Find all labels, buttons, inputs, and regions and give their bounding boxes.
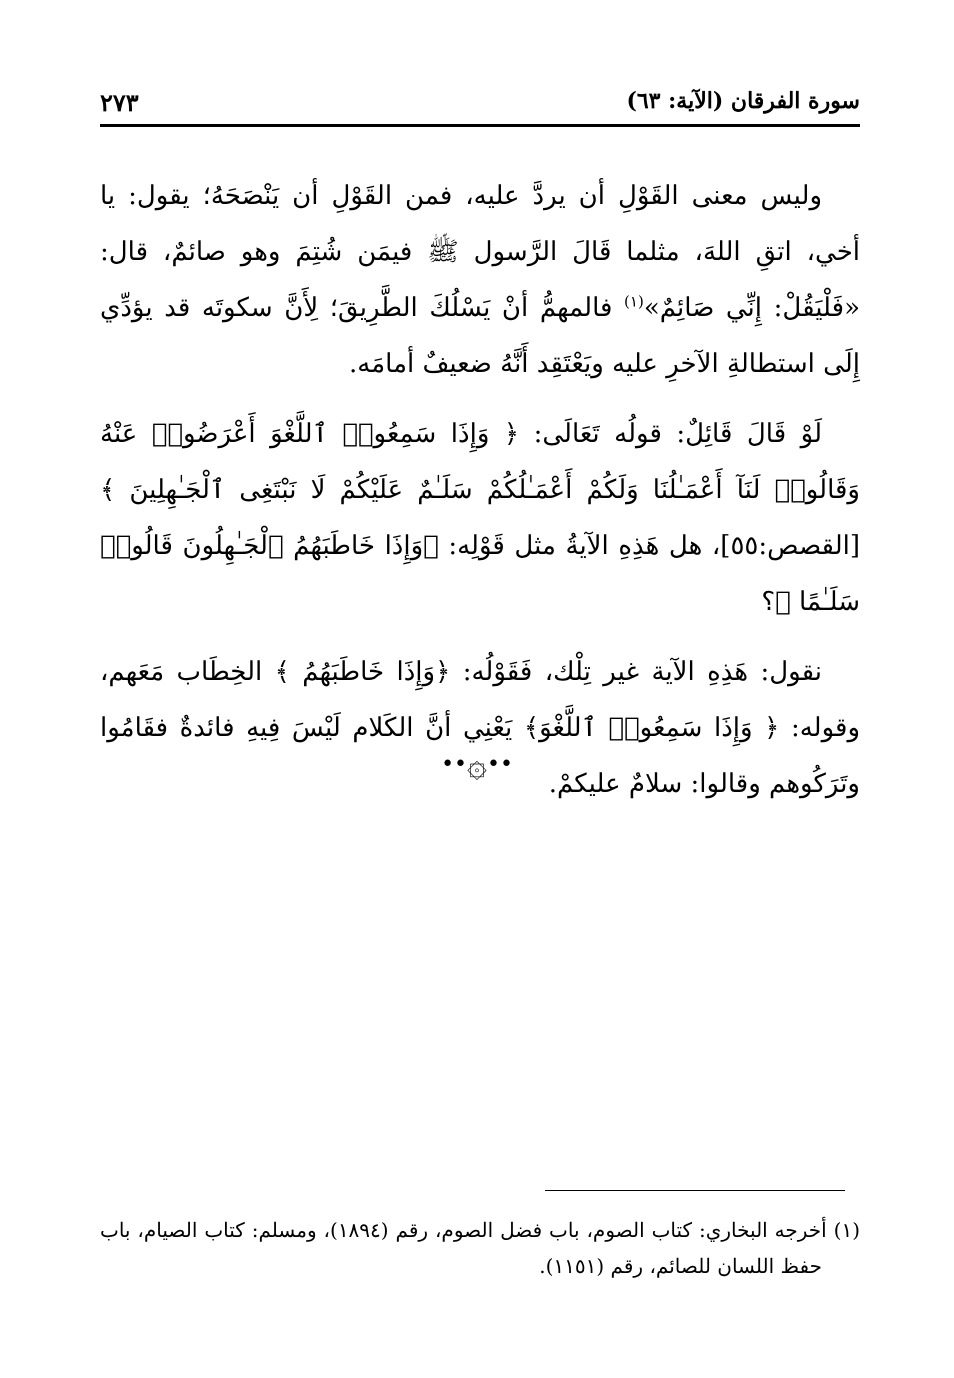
ornament-dot: •	[499, 752, 513, 777]
paragraph-3: نقول: هَذِهِ الآية غير تِلْك، فَقَوْلُه: ﴿وَإِذَا خَاطَبَهُمُ ﴾ الخِطَاب مَعَهم، وقوله: ﴿ وَإِذَا سَمِعُوا۟ ٱللَّغْوَ﴾ يَعْنِي أنَّ الكَلام لَيْسَ فِيهِ فائدةٌ فقَامُوا وتَرَكُوهم وقالوا: سلامٌ عليكمْ.	[100, 657, 860, 799]
paragraph-2: لَوْ قَالَ قَائِلٌ: قولُه تَعَالَى: ﴿ وَإِذَا سَمِعُوا۟ ٱللَّغْوَ أَعْرَضُوا۟ عَنْهُ وَقَالُوا۟ لَنَآ أَعْمَـٰلُنَا وَلَكُمْ أَعْمَـٰلُكُمْ سَلَـٰمٌ عَلَيْكُمْ لَا نَبْتَغِى ٱلْجَـٰهِلِينَ ﴾ [القصص:٥٥]، هل هَذِهِ الآيةُ مثل قَوْلِه: ﴿وَإِذَا خَاطَبَهُمُ ٱلْجَـٰهِلُونَ قَالُوا۟ سَلَـٰمًا ﴾؟	[100, 419, 860, 617]
main-text	[100, 168, 860, 826]
paragraph-1-text-b: فالمهمُّ أنْ يَسْلُكَ الطَّرِيقَ؛ لِأَنَّ سكوتَه قد يؤدِّي إِلَى استطالةِ الآخرِ عليه ويَعْتَقِد أَنَّهُ ضعيفٌ أمامَه.	[100, 293, 860, 379]
paragraph-1	[100, 168, 860, 392]
running-header-title: سورة الفرقان (الآية: ٦٣)	[626, 88, 860, 114]
ornament-dot: •	[486, 752, 500, 777]
ornament-dot: •	[454, 752, 468, 777]
ornament-dot: •	[441, 752, 455, 777]
ornament-flower-icon: ۞	[467, 745, 487, 785]
section-ornament	[0, 744, 954, 785]
paragraph-1-text-a: وليس معنى القَوْلِ أن يردَّ عليه، فمن القَوْلِ أن يَنْصَحَهُ؛ يقول: يا أخي، اتقِ اللهَ، مثلما قَالَ الرَّسول ﷺ فيمَن شُتِمَ وهو صائمٌ، قال: «فَلْيَقُلْ: إِنِّي صَائِمٌ»	[100, 181, 861, 323]
header-rule	[100, 124, 860, 127]
footnote-rule	[545, 1190, 845, 1191]
footnote-marker[interactable]: (١)	[624, 292, 644, 311]
page-number: ٢٧٣	[100, 88, 139, 117]
footnotes	[100, 1212, 860, 1284]
footnote-1: (١) أخرجه البخاري: كتاب الصوم، باب فضل الصوم، رقم (١٨٩٤)، ومسلم: كتاب الصيام، باب حفظ اللسان للصائم، رقم (١١٥١).	[100, 1218, 861, 1278]
running-header	[100, 88, 860, 122]
